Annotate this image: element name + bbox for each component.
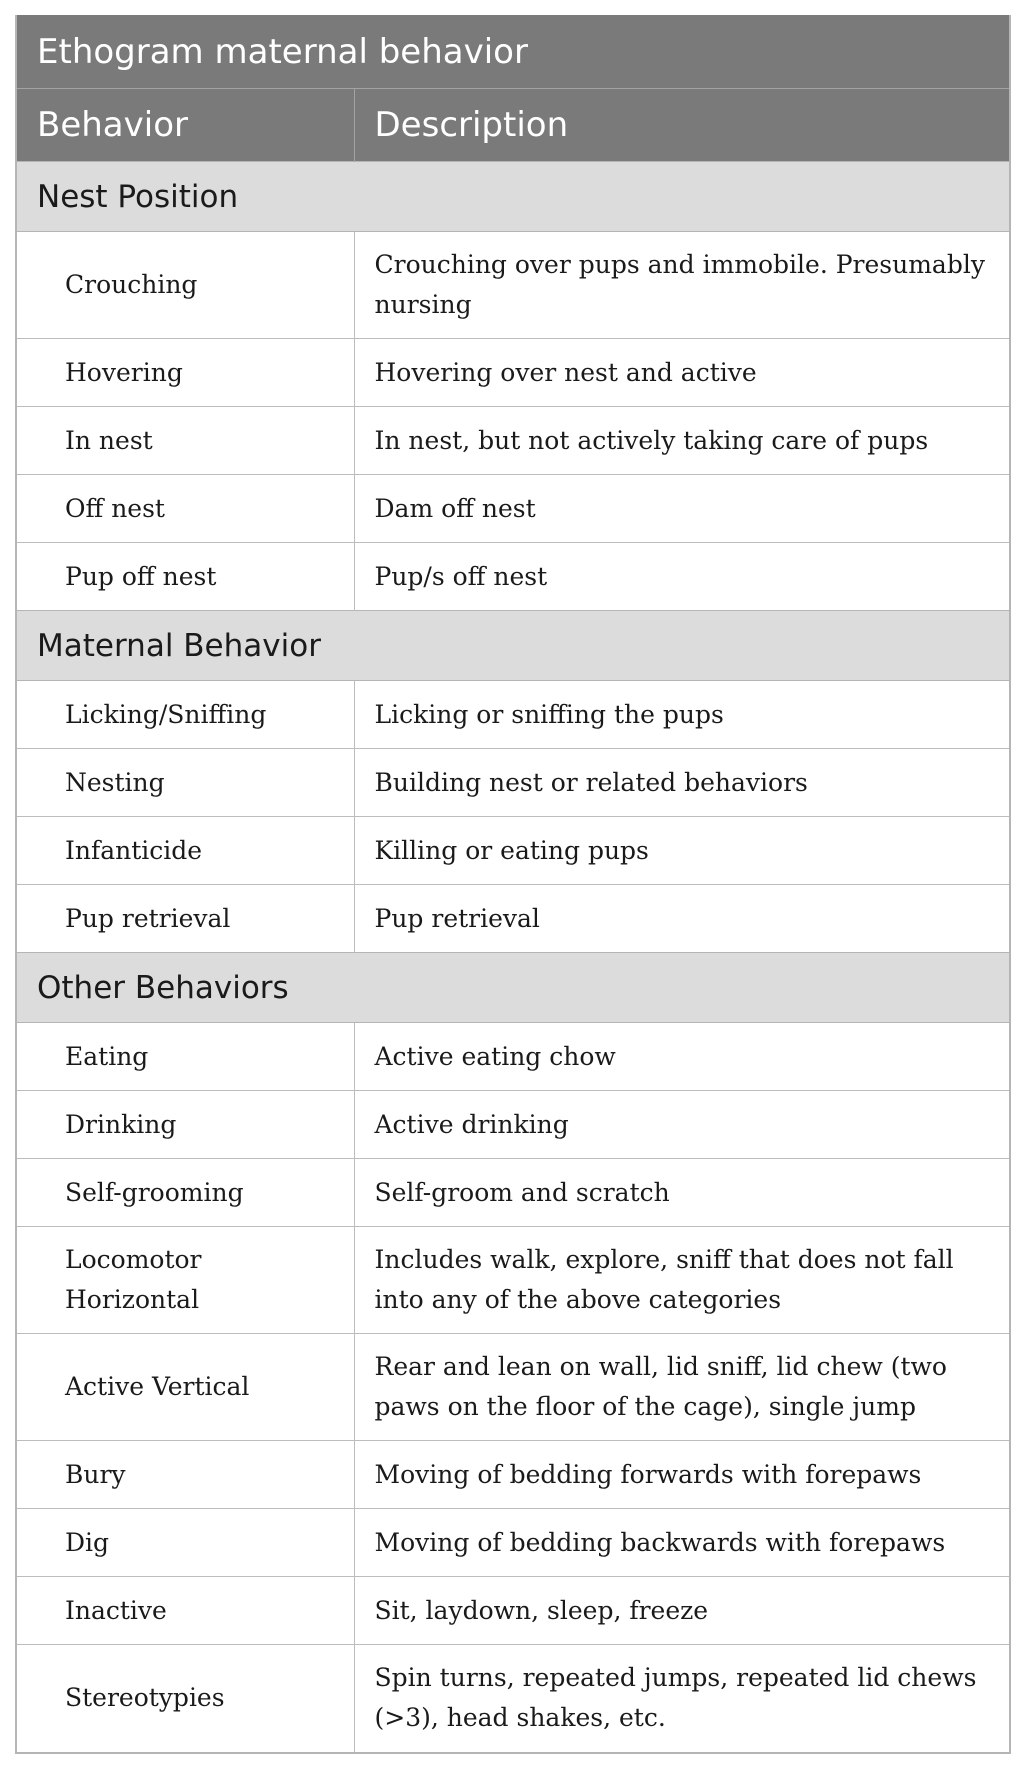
table-row [17, 339, 1009, 407]
table-row [17, 1509, 1009, 1577]
table-title: Ethogram maternal behavior [17, 15, 1009, 89]
table-row [17, 885, 1009, 953]
table-row [17, 1159, 1009, 1227]
description-cell: Hovering over nest and active [354, 339, 1009, 407]
section-title: Other Behaviors [17, 953, 1009, 1023]
description-cell: Self-groom and scratch [354, 1159, 1009, 1227]
behavior-cell: Inactive [17, 1577, 354, 1645]
description-cell: Pup/s off nest [354, 543, 1009, 611]
behavior-cell: Eating [17, 1023, 354, 1091]
behavior-cell: Off nest [17, 475, 354, 543]
table-row [17, 749, 1009, 817]
table-row [17, 407, 1009, 475]
behavior-cell: Nesting [17, 749, 354, 817]
table-row [17, 1023, 1009, 1091]
description-cell: In nest, but not actively taking care of pups [354, 407, 1009, 475]
behavior-cell: Hovering [17, 339, 354, 407]
description-cell: Rear and lean on wall, lid sniff, lid chew (two paws on the floor of the cage), single jump [354, 1334, 1009, 1441]
behavior-cell: Active Vertical [17, 1334, 354, 1441]
table-row [17, 232, 1009, 339]
behavior-cell: Crouching [17, 232, 354, 339]
behavior-cell: Pup off nest [17, 543, 354, 611]
behavior-cell: Self-grooming [17, 1159, 354, 1227]
table-row [17, 1091, 1009, 1159]
section-header-row [17, 953, 1009, 1023]
behavior-cell: Stereotypies [17, 1645, 354, 1752]
table-title-row [17, 15, 1009, 89]
table-row [17, 475, 1009, 543]
description-cell: Sit, laydown, sleep, freeze [354, 1577, 1009, 1645]
description-cell: Killing or eating pups [354, 817, 1009, 885]
description-cell: Active drinking [354, 1091, 1009, 1159]
behavior-cell: Pup retrieval [17, 885, 354, 953]
description-cell: Licking or sniffing the pups [354, 681, 1009, 749]
behavior-cell: Drinking [17, 1091, 354, 1159]
section-header-row [17, 162, 1009, 232]
column-header-description: Description [354, 89, 1009, 162]
description-cell: Building nest or related behaviors [354, 749, 1009, 817]
table-row [17, 817, 1009, 885]
table-row [17, 1441, 1009, 1509]
description-cell: Spin turns, repeated jumps, repeated lid chews (>3), head shakes, etc. [354, 1645, 1009, 1752]
behavior-cell: In nest [17, 407, 354, 475]
description-cell: Moving of bedding forwards with forepaws [354, 1441, 1009, 1509]
ethogram-table-container [15, 15, 1011, 1754]
ethogram-table [17, 15, 1009, 1752]
behavior-cell: Licking/Sniffing [17, 681, 354, 749]
behavior-cell: Bury [17, 1441, 354, 1509]
description-cell: Moving of bedding backwards with forepaws [354, 1509, 1009, 1577]
behavior-cell: Infanticide [17, 817, 354, 885]
table-header-row [17, 89, 1009, 162]
description-cell: Active eating chow [354, 1023, 1009, 1091]
section-header-row [17, 611, 1009, 681]
table-row [17, 681, 1009, 749]
description-cell: Pup retrieval [354, 885, 1009, 953]
section-title: Maternal Behavior [17, 611, 1009, 681]
table-row [17, 1334, 1009, 1441]
description-cell: Dam off nest [354, 475, 1009, 543]
behavior-cell: Dig [17, 1509, 354, 1577]
table-row [17, 1577, 1009, 1645]
column-header-behavior: Behavior [17, 89, 354, 162]
table-row [17, 1227, 1009, 1334]
behavior-cell: Locomotor Horizontal [17, 1227, 354, 1334]
section-title: Nest Position [17, 162, 1009, 232]
description-cell: Includes walk, explore, sniff that does not fall into any of the above categories [354, 1227, 1009, 1334]
description-cell: Crouching over pups and immobile. Presumably nursing [354, 232, 1009, 339]
table-row [17, 1645, 1009, 1752]
table-row [17, 543, 1009, 611]
